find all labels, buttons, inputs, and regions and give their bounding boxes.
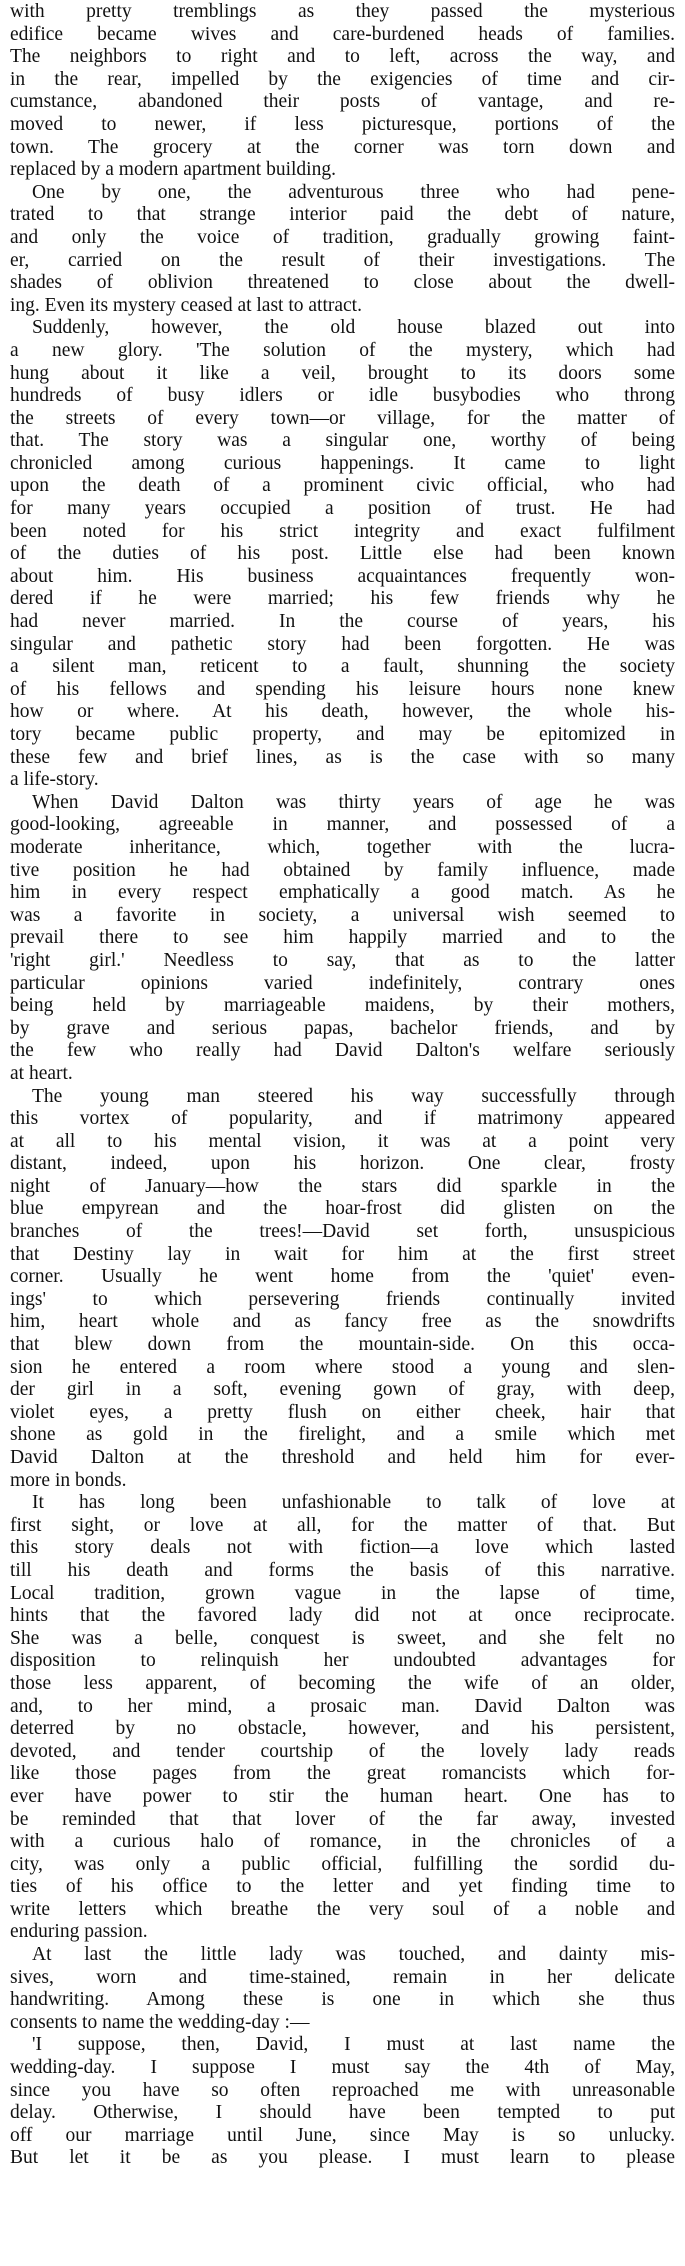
text-line: had never married. In the course of years, his [10, 611, 675, 633]
text-line: trated to that strange interior paid the debt of nature, [10, 204, 675, 226]
text-line: enduring passion. [10, 1921, 148, 1943]
text-line: those less apparent, of becoming the wife of an older, [10, 1672, 675, 1694]
text-line: David Dalton at the threshold and held him for ever- [10, 1447, 675, 1468]
text-line: at all to his mental vision, it was at a point very [10, 1130, 675, 1152]
paragraph [10, 182, 675, 318]
text-line: Local tradition, grown vague in the lapse of time, [10, 1582, 675, 1604]
text-line: cumstance, abandoned their posts of vantage, and re- [10, 91, 675, 113]
text-line: was a favorite in society, a universal wish seemed to [10, 904, 675, 926]
text-line: how or where. At his death, however, the whole his- [10, 701, 675, 723]
text-line: The young man steered his way successfully through [32, 1085, 675, 1107]
text-line: hints that the favored lady did not at once reciprocate. [10, 1605, 675, 1627]
text-line: distant, indeed, upon his horizon. One clear, frosty [10, 1153, 675, 1175]
text-line: branches of the trees!—David set forth, unsuspicious [10, 1221, 675, 1243]
text-line: disposition to relinquish her undoubted advantages for [10, 1650, 675, 1672]
text-line: this vortex of popularity, and if matrimony appeared [10, 1108, 675, 1130]
text-line: delay. Otherwise, I should have been tempted to put [10, 2102, 675, 2124]
text-line: shades of oblivion threatened to close about the dwell- [10, 272, 675, 294]
text-line: that blew down from the mountain-side. On this occa- [10, 1334, 675, 1356]
paragraph [10, 1492, 675, 1944]
text-line: consents to name the wedding-day :— [10, 2011, 310, 2033]
text-line: that. The story was a singular one, worthy of being [10, 430, 675, 452]
text-line: night of January—how the stars did sparkle in the [10, 1175, 675, 1197]
text-line: these few and brief lines, as is the case with so many [10, 746, 675, 768]
text-line: good-looking, agreeable in manner, and possessed of a [10, 814, 675, 836]
text-line: city, was only a public official, fulfilling the sordid du- [10, 1853, 675, 1875]
text-line: moderate inheritance, which, together with the lucra- [10, 836, 675, 858]
text-line: a silent man, reticent to a fault, shunning the society [10, 656, 675, 678]
text-line: more in bonds. [10, 1469, 127, 1491]
text-line: the streets of every town—or village, for the matter of [10, 407, 675, 429]
text-line: devoted, and tender courtship of the lovely lady reads [10, 1740, 675, 1762]
text-line: first sight, or love at all, for the matter of that. But [10, 1514, 675, 1536]
paragraph [10, 1086, 675, 1493]
text-line: about him. His business acquaintances frequently won- [10, 565, 675, 587]
text-line: One by one, the adventurous three who had pene- [32, 181, 675, 203]
text-line: chronicled among curious happenings. It came to light [10, 452, 675, 474]
text-line: edifice became wives and care-burdened heads of families. [10, 23, 675, 45]
text-line: But let it be as you please. I must learn to please [10, 2147, 675, 2169]
text-line: prevail there to see him happily married and to the [10, 927, 675, 949]
text-line: It has long been unfashionable to talk of love at [32, 1492, 675, 1514]
text-line: town. The grocery at the corner was torn down and [10, 136, 675, 158]
text-line: hung about it like a veil, brought to its doors some [10, 362, 675, 384]
text-line: a life-story. [10, 769, 99, 791]
text-line: this story deals not with fiction—a love which lasted [10, 1537, 675, 1559]
text-line: handwriting. Among these is one in which she thus [10, 1989, 675, 2011]
text-line: blue empyrean and the hoar-frost did glisten on the [10, 1198, 675, 1220]
text-line: tive position he had obtained by family influence, made [10, 859, 675, 881]
text-line: the few who really had David Dalton's welfare seriously [10, 1040, 675, 1062]
text-line: hundreds of busy idlers or idle busybodies who throng [10, 385, 675, 407]
text-line: and, to her mind, a prosaic man. David Dalton was [10, 1695, 675, 1717]
paragraph [10, 2034, 675, 2170]
text-line: ever have power to stir the human heart. One has to [10, 1785, 675, 1807]
text-line: When David Dalton was thirty years of age he was [32, 791, 675, 813]
text-line: till his death and forms the basis of this narrative. [10, 1559, 675, 1581]
paragraph [10, 1944, 675, 2034]
text-line: ties of his office to the letter and yet finding time to [10, 1876, 675, 1898]
text-line: 'I suppose, then, David, I must at last name the [32, 2034, 675, 2056]
paragraph [10, 317, 675, 791]
text-line: write letters which breathe the very soul of a noble and [10, 1898, 675, 1920]
text-line: ing. Even its mystery ceased at last to attract. [10, 294, 362, 316]
text-line: replaced by a modern apartment building. [10, 159, 336, 181]
text-line: and only the voice of tradition, gradually growing faint- [10, 226, 675, 248]
text-line: er, carried on the result of their investigations. The [10, 249, 675, 271]
text-line: by grave and serious papas, bachelor friends, and by [10, 1017, 675, 1039]
text-line: The neighbors to right and to left, across the way, and [10, 46, 675, 68]
text-line: be reminded that that lover of the far away, invested [10, 1808, 675, 1830]
text-line: for many years occupied a position of trust. He had [10, 498, 675, 520]
text-line: upon the death of a prominent civic official, who had [10, 475, 675, 497]
text-line: since you have so often reproached me with unreasonable [10, 2079, 675, 2101]
text-line: der girl in a soft, evening gown of gray, with deep, [10, 1379, 675, 1401]
text-line: been noted for his strict integrity and exact fulfilment [10, 520, 675, 542]
text-line: with a curious halo of romance, in the chronicles of a [10, 1831, 675, 1853]
text-line: deterred by no obstacle, however, and his persistent, [10, 1718, 675, 1740]
text-line: sives, worn and time-stained, remain in her delicate [10, 1966, 675, 1988]
text-line: in the rear, impelled by the exigencies of time and cir- [10, 68, 675, 90]
paragraph [10, 1, 675, 182]
text-line: At last the little lady was touched, and dainty mis- [32, 1944, 675, 1966]
text-line: 'right girl.' Needless to say, that as to the latter [10, 949, 675, 971]
text-line: him, heart whole and as fancy free as the snowdrifts [10, 1311, 675, 1333]
text-line: She was a belle, conquest is sweet, and she felt no [10, 1627, 675, 1649]
text-line: a new glory. 'The solution of the mystery, which had [10, 339, 675, 361]
text-line: moved to newer, if less picturesque, portions of the [10, 113, 675, 135]
text-line: violet eyes, a pretty flush on either cheek, hair that [10, 1401, 675, 1423]
text-line: of his fellows and spending his leisure hours none knew [10, 678, 675, 700]
text-line: corner. Usually he went home from the 'quiet' even- [10, 1266, 675, 1288]
text-line: particular opinions varied indefinitely, contrary ones [10, 972, 675, 994]
text-line: with pretty tremblings as they passed the mysterious [10, 1, 675, 22]
paragraph [10, 792, 675, 1086]
text-line: off our marriage until June, since May is so unlucky. [10, 2124, 675, 2146]
text-line: him in every respect emphatically a good match. As he [10, 882, 675, 904]
text-line: of the duties of his post. Little else had been known [10, 543, 675, 565]
text-line: at heart. [10, 1062, 73, 1084]
text-line: wedding-day. I suppose I must say the 4th of May, [10, 2057, 675, 2079]
text-line: tory became public property, and may be epitomized in [10, 724, 675, 745]
text-line: dered if he were married; his few friends why he [10, 588, 675, 610]
text-line: singular and pathetic story had been forgotten. He was [10, 633, 675, 655]
text-line: that Destiny lay in wait for him at the first street [10, 1243, 675, 1265]
text-line: like those pages from the great romancists which for- [10, 1763, 675, 1785]
text-line: Suddenly, however, the old house blazed out into [32, 317, 675, 339]
text-line: sion he entered a room where stood a young and slen- [10, 1356, 675, 1378]
text-line: shone as gold in the firelight, and a smile which met [10, 1424, 675, 1446]
text-line: being held by marriageable maidens, by their mothers, [10, 995, 675, 1017]
text-line: ings' to which persevering friends continually invited [10, 1288, 675, 1310]
